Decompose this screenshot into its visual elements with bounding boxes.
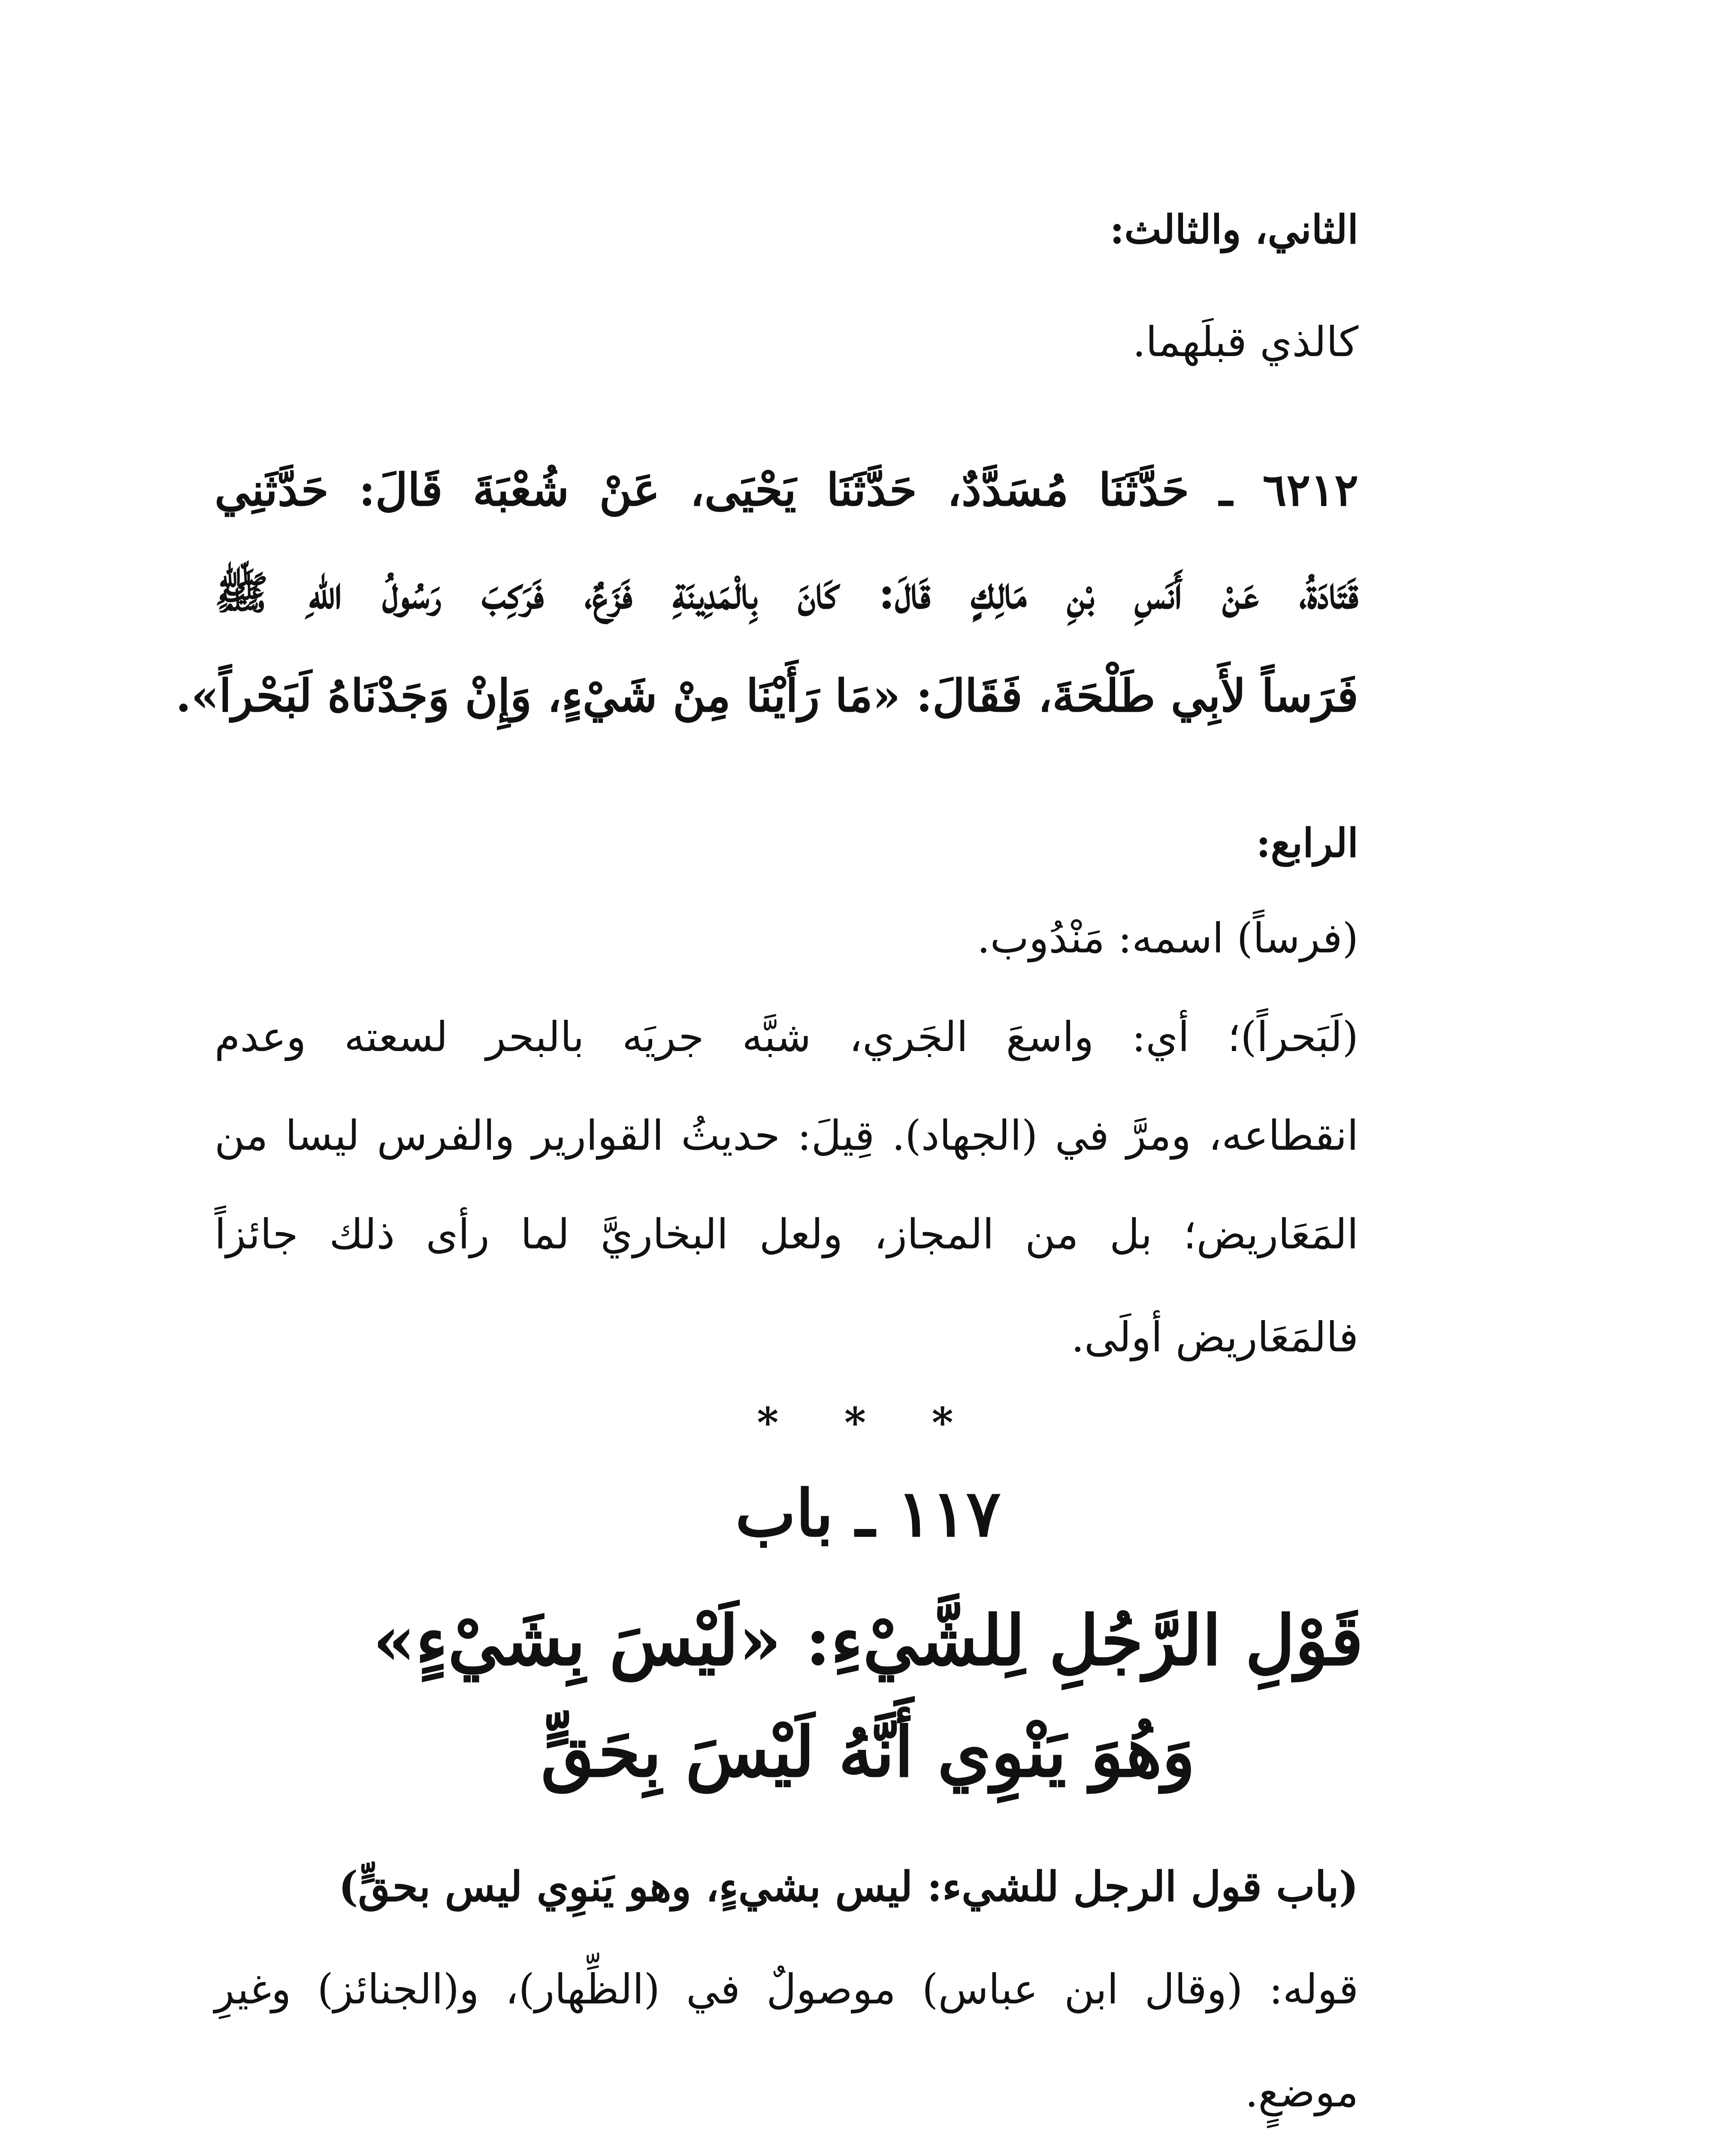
fourth-line-1: (فرساً) اسمه: مَنْدُوب. [977, 914, 1358, 962]
chapter-title-line-2: وَهُوَ يَنْوِي أَنَّهُ لَيْسَ بِحَقٍّ [541, 1712, 1195, 1792]
section-text-second-third: كالذي قبلَهما. [1132, 318, 1358, 366]
fourth-line-2: (لَبَحراً)؛ أي: واسعَ الجَري، شبَّه جريَه بالبحر لسعته وعدم [215, 1013, 1358, 1061]
chapter-number: ١١٧ ـ باب [735, 1476, 1001, 1551]
chapter-title-line-1: قَوْلِ الرَّجُلِ لِلشَّيْءِ: «لَيْسَ بِشَيْءٍ» [372, 1600, 1364, 1681]
commentary-title: (باب قول الرجل للشيء: ليس بشيءٍ، وهو يَنوِي ليس بحقٍّ) [339, 1862, 1358, 1911]
hadith-line-2: قَتَادَةُ، عَنْ أَنَسِ بْنِ مَالِكٍ قَالَ: كَانَ بِالْمَدِينَةِ فَزَعٌ، فَرَكِبَ رَسُولُ اللهِ ﷺ [215, 566, 1358, 619]
hadith-line-1: ٦٢١٢ ـ حَدَّثَنَا مُسَدَّدٌ، حَدَّثَنَا يَحْيَى، عَنْ شُعْبَةَ قَالَ: حَدَّثَنِي [215, 463, 1358, 516]
fourth-line-5: فالمَعَاريض أولَى. [1071, 1313, 1358, 1361]
fourth-line-3: انقطاعه، ومرَّ في (الجهاد). قِيلَ: حديثُ القوارير والفرس ليسا من [215, 1112, 1358, 1160]
separator-stars-top: * * * [757, 1399, 979, 1447]
commentary-line-1: قوله: (وقال ابن عباس) موصولٌ في (الظِّهار)، و(الجنائز) وغيرِ [215, 1965, 1358, 2013]
commentary-line-2: موضعٍ. [1245, 2068, 1358, 2116]
section-heading-fourth: الرابع: [1256, 820, 1358, 866]
section-heading-second-third: الثاني، والثالث: [1110, 206, 1358, 253]
fourth-line-4: المَعَاريض؛ بل من المجاز، ولعل البخاريَّ لما رأى ذلك جائزاً [215, 1210, 1358, 1258]
hadith-line-3: فَرَساً لأَبِي طَلْحَةَ، فَقَالَ: «مَا رَأَيْنَا مِنْ شَيْءٍ، وَإِنْ وَجَدْنَاهُ لَبَحْراً». [175, 669, 1358, 722]
